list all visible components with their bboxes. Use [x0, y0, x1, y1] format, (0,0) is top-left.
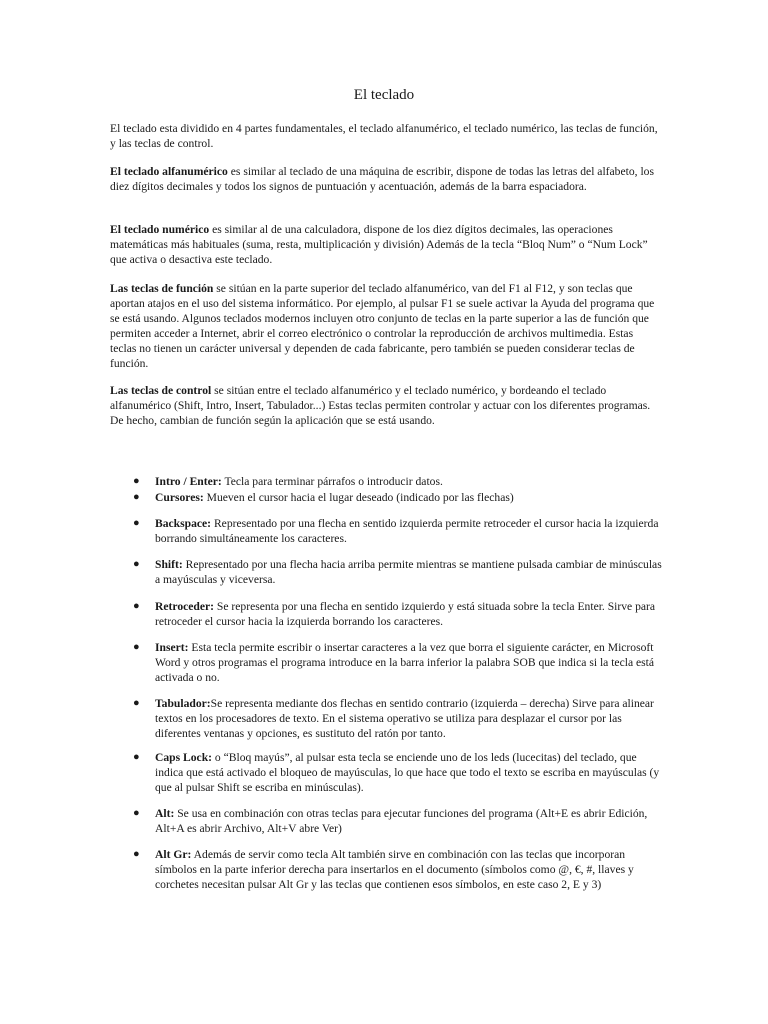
bullet-term: Alt Gr:: [155, 848, 192, 861]
list-item-retroceder: [133, 599, 663, 629]
bullet-icon: ●: [133, 751, 140, 763]
bullet-icon: ●: [133, 697, 140, 709]
bullet-term: Alt:: [155, 807, 175, 820]
bullet-icon: ●: [133, 491, 140, 503]
bullet-text: Se representa mediante dos flechas en sentido contrario (izquierda – derecha) Sirve para alinear textos en los procesadores de texto. En el sistema operativo se utiliza para desplazar el cursor por las diferentes ventanas y opciones, es sustituto del ratón por tanto.: [155, 697, 654, 740]
intro-text: El teclado esta dividido en 4 partes fundamentales, el teclado alfanumérico, el teclado numérico, las teclas de función, y las teclas de control.: [110, 122, 658, 150]
list-item-shift: [133, 557, 663, 587]
bullet-icon: ●: [133, 600, 140, 612]
page-title: El teclado: [353, 87, 415, 103]
bullet-term: Caps Lock:: [155, 751, 213, 764]
bullet-text: Se usa en combinación con otras teclas para ejecutar funciones del programa (Alt+E es abrir Edición, Alt+A es abrir Archivo, Alt+V abre Ver): [155, 807, 648, 835]
paragraph-numerico: [110, 222, 662, 267]
term-control: Las teclas de control: [110, 384, 212, 397]
text-numerico: es similar al de una calculadora, dispone de los diez dígitos decimales, las operaciones matemáticas más habituales (suma, resta, multiplicación y división) Además de la tecla “Bloq Num” o “Num Lock” que activa o desactiva este teclado.: [110, 223, 648, 266]
list-item-insert: [133, 640, 663, 685]
bullet-text: Tecla para terminar párrafos o introducir datos.: [221, 475, 443, 488]
paragraph-alfanumerico: [110, 164, 662, 194]
bullet-text: Además de servir como tecla Alt también sirve en combinación con las teclas que incorporan símbolos en la parte inferior derecha para insertarlos en el documento (símbolos como @, €, #, llaves y corchetes necesitan pulsar Alt Gr y las teclas que contienen esos símbolos, en este caso 2, E y 3): [155, 848, 634, 891]
bullet-text: o “Bloq mayús”, al pulsar esta tecla se enciende uno de los leds (lucecitas) del teclado, que indica que está activado el bloqueo de mayúsculas, lo que hace que todo el texto se escriba en mayúsculas (y que al pulsar Shift se escriba en minúsculas).: [155, 751, 660, 794]
bullet-text: Mueven el cursor hacia el lugar deseado (indicado por las flechas): [203, 491, 514, 504]
list-item-caps-lock: [133, 750, 663, 795]
list-item-alt-gr: [133, 847, 663, 892]
paragraph-funcion: [110, 281, 662, 371]
bullet-term: Shift:: [155, 558, 183, 571]
list-item-alt: [133, 806, 663, 836]
term-funcion: Las teclas de función: [110, 282, 214, 295]
bullet-term: Intro / Enter:: [155, 475, 222, 488]
text-control: se sitúan entre el teclado alfanumérico y el teclado numérico, y bordeando el teclado alfanumérico (Shift, Intro, Insert, Tabulador...) Estas teclas permiten controlar y actuar con los diferentes programas. De hecho, cambian de función según la aplicación que se está usando.: [110, 384, 651, 427]
bullet-term: Insert:: [155, 641, 189, 654]
paragraph-control: [110, 383, 662, 428]
bullet-icon: ●: [133, 517, 140, 529]
intro-paragraph: [110, 121, 662, 151]
bullet-text: Representado por una flecha en sentido izquierda permite retroceder el cursor hacia la izquierda borrando simultáneamente los caracteres.: [155, 517, 659, 545]
list-item-tabulador: [133, 696, 663, 741]
bullet-icon: ●: [133, 641, 140, 653]
term-numerico: El teclado numérico: [110, 223, 210, 236]
text-alfanumerico: es similar al teclado de una máquina de escribir, dispone de todas las letras del alfabeto, los diez dígitos decimales y todos los signos de puntuación y acentuación, además de la barra espaciadora.: [110, 165, 654, 193]
bullet-term: Retroceder:: [155, 600, 215, 613]
bullet-text: Representado por una flecha hacia arriba permite mientras se mantiene pulsada cambiar de minúsculas a mayúsculas y viceversa.: [155, 558, 662, 586]
bullet-term: Backspace:: [155, 517, 212, 530]
term-alfanumerico: El teclado alfanumérico: [110, 165, 228, 178]
bullet-icon: ●: [133, 807, 140, 819]
bullet-icon: ●: [133, 558, 140, 570]
bullet-icon: ●: [133, 475, 140, 487]
bullet-text: Esta tecla permite escribir o insertar caracteres a la vez que borra el siguiente carácter, en Microsoft Word y otros programas el programa introduce en la barra inferior la palabra SOB que indica si la tecla está activada o no.: [155, 641, 655, 684]
list-item-intro-enter: [133, 474, 663, 489]
bullet-term: Cursores:: [155, 491, 204, 504]
list-item-cursores: [133, 490, 663, 505]
bullet-icon: ●: [133, 848, 140, 860]
list-item-backspace: [133, 516, 663, 546]
bullet-text: Se representa por una flecha en sentido izquierdo y está situada sobre la tecla Enter. Sirve para retroceder el cursor hacia la izquierda borrando los caracteres.: [155, 600, 656, 628]
text-funcion: se sitúan en la parte superior del teclado alfanumérico, van del F1 al F12, y son teclas que aportan atajos en el uso del sistema informático. Por ejemplo, al pulsar F1 se suele activar la Ayuda del programa que se está usando. Algunos teclados modernos incluyen otro conjunto de teclas en la parte superior a las de función que permiten acceder a Internet, abrir el correo electrónico o controlar la reproducción de archivos multimedia. Estas teclas no tienen un carácter universal y dependen de cada fabricante, pero también se pueden considerar teclas de función.: [110, 282, 655, 370]
bullet-term: Tabulador:: [155, 697, 211, 710]
